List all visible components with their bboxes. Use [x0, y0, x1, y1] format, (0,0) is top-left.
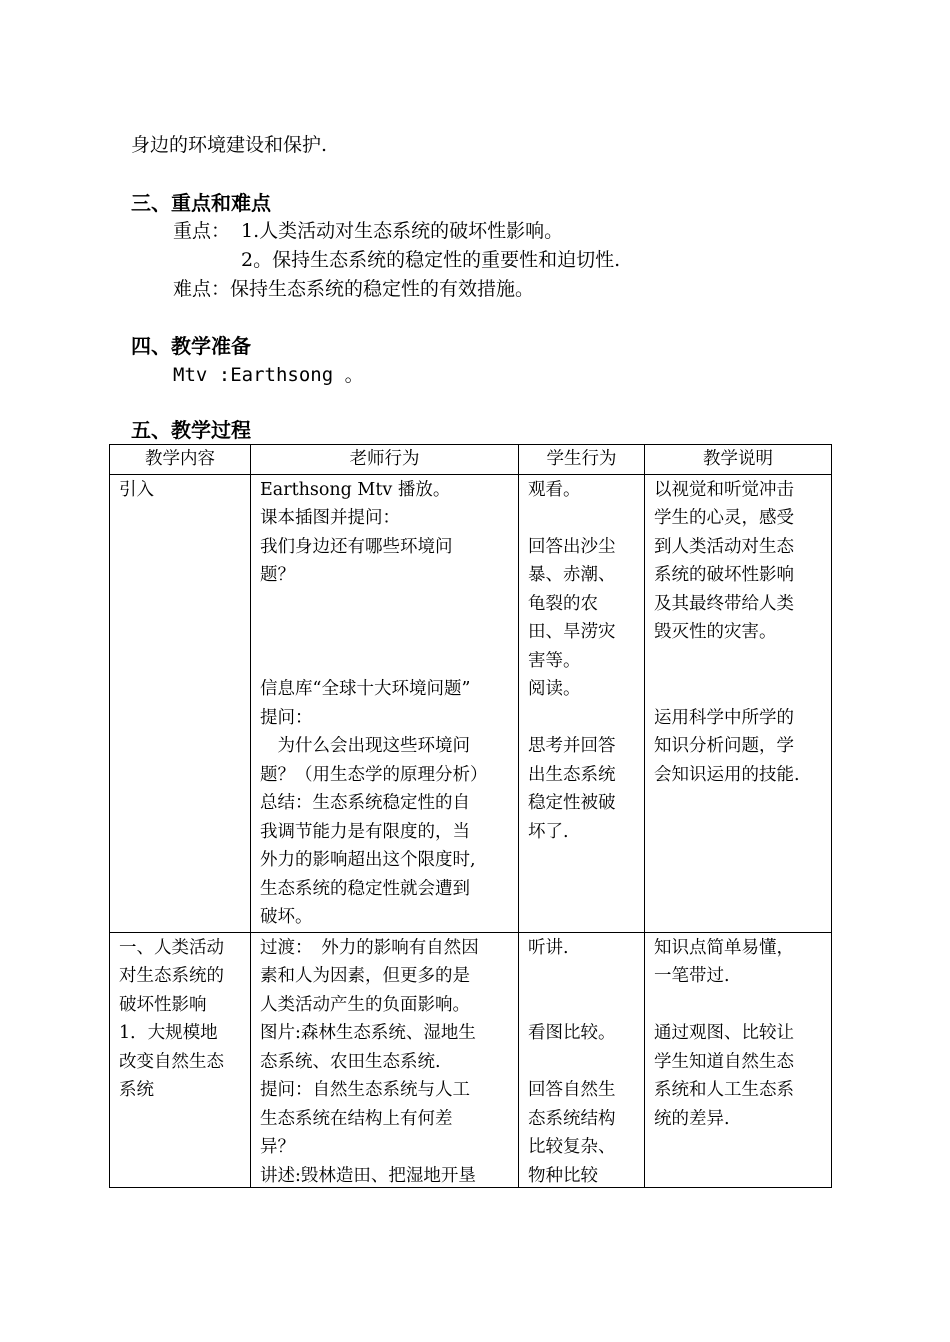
cell-line: 出生态系统 — [528, 764, 616, 785]
table-header-row — [110, 445, 832, 475]
cell-blank-line — [654, 675, 825, 704]
cell-line: 提问： — [260, 707, 313, 728]
cell-line: 会知识运用的技能. — [654, 764, 800, 785]
cell-line: 思考并回答 — [528, 736, 616, 756]
cell-line: 阅读。 — [528, 679, 581, 699]
cell-line: 生态系统的稳定性就会遭到 — [260, 878, 470, 899]
cell-line: 及其最终带给人类 — [654, 593, 794, 614]
cell-line: 物种比较 — [528, 1165, 598, 1186]
cell-line: 学生知道自然生态 — [654, 1051, 794, 1072]
intro-tail-text: 身边的环境建设和保护. — [131, 134, 328, 156]
cell-line: 通过观图、比较让 — [654, 1023, 794, 1043]
cell-line: 我调节能力是有限度的，当 — [260, 821, 470, 842]
cell-blank-line — [260, 618, 512, 647]
cell-line: 破坏性影响 — [119, 994, 207, 1015]
cell-line: 对生态系统的 — [119, 966, 224, 986]
cell-line: 坏了. — [528, 821, 569, 842]
cell-line: 1．大规模地 — [119, 1023, 218, 1043]
cell-blank-line — [260, 647, 512, 676]
cell-line: 题？（用生态学的原理分析） — [260, 764, 488, 785]
cell-line: 害等。 — [528, 650, 581, 671]
cell-line: 龟裂的农 — [528, 593, 598, 614]
difficulty-point: 难点：保持生态系统的稳定性的有效措施。 — [173, 278, 535, 300]
prep-text: Mtv :Earthsong 。 — [173, 364, 364, 386]
row1-student — [519, 474, 645, 932]
cell-line: 过渡： 外力的影响有自然因 — [260, 937, 479, 958]
cell-line: 回答自然生 — [528, 1080, 616, 1100]
table-row — [110, 932, 832, 1187]
row1-notes — [645, 474, 832, 932]
cell-line: 态系统结构 — [528, 1108, 616, 1129]
key-point-label: 重点： — [173, 220, 231, 242]
table-row — [110, 474, 832, 932]
cell-line: 运用科学中所学的 — [654, 707, 794, 728]
cell-line: 知识点简单易懂， — [654, 937, 794, 958]
cell-line: 人类活动产生的负面影响。 — [260, 994, 470, 1015]
cell-line: 信息库“全球十大环境问题” — [260, 679, 471, 699]
cell-line: 素和人为因素，但更多的是 — [260, 966, 470, 986]
cell-line: 统的差异. — [654, 1108, 730, 1129]
cell-line: 以视觉和听觉冲击 — [654, 479, 794, 500]
cell-line: 题？ — [260, 565, 295, 585]
row2-student — [519, 932, 645, 1187]
section4-title: 四、教学准备 — [131, 334, 251, 358]
cell-blank-line — [528, 1048, 638, 1077]
cell-line: 系统和人工生态系 — [654, 1080, 794, 1100]
cell-line: 提问：自然生态系统与人工 — [260, 1080, 470, 1100]
cell-line: 暴、赤潮、 — [528, 565, 616, 585]
header-teacher: 老师行为 — [251, 445, 519, 475]
cell-line: Earthsong Mtv 播放。 — [260, 479, 451, 500]
cell-line: 看图比较。 — [528, 1023, 616, 1043]
header-student: 学生行为 — [519, 445, 645, 475]
cell-line: 异？ — [260, 1137, 295, 1157]
cell-line: 听讲. — [528, 937, 569, 958]
key-point-2: 2。保持生态系统的稳定性的重要性和迫切性. — [241, 249, 621, 271]
cell-line: 观看。 — [528, 479, 581, 500]
cell-line: 图片:森林生态系统、湿地生 — [260, 1023, 476, 1043]
row2-notes — [645, 932, 832, 1187]
cell-line: 改变自然生态 — [119, 1051, 224, 1072]
cell-line: 系统 — [119, 1080, 154, 1100]
cell-line: 知识分析问题，学 — [654, 736, 794, 756]
cell-line: 一笔带过. — [654, 966, 730, 986]
cell-line: 课本插图并提问： — [260, 508, 400, 528]
cell-line: 生态系统在结构上有何差 — [260, 1108, 453, 1129]
cell-blank-line — [528, 504, 638, 533]
row1-teacher — [251, 474, 519, 932]
cell-blank-line — [528, 962, 638, 991]
cell-line: 讲述:毁林造田、把湿地开垦 — [260, 1165, 476, 1186]
cell-line: 系统的破坏性影响 — [654, 565, 794, 585]
cell-blank-line — [654, 647, 825, 676]
cell-line: 毁灭性的灾害。 — [654, 622, 777, 642]
row2-content — [110, 932, 251, 1187]
key-point-1: 1.人类活动对生态系统的破坏性影响。 — [241, 220, 564, 242]
cell-blank-line — [260, 590, 512, 619]
cell-blank-line — [528, 991, 638, 1020]
cell-line: 总结：生态系统稳定性的自 — [260, 793, 470, 813]
cell-line: 田、旱涝灾 — [528, 622, 616, 642]
cell-line: 引入 — [119, 479, 154, 500]
cell-blank-line — [528, 704, 638, 733]
header-content: 教学内容 — [110, 445, 251, 475]
header-notes: 教学说明 — [645, 445, 832, 475]
cell-line: 到人类活动对生态 — [654, 536, 794, 557]
cell-line: 为什么会出现这些环境问 — [260, 736, 470, 756]
lesson-table — [109, 444, 832, 1188]
cell-blank-line — [654, 991, 825, 1020]
cell-line: 破坏。 — [260, 907, 313, 927]
cell-line: 学生的心灵，感受 — [654, 508, 794, 528]
cell-line: 回答出沙尘 — [528, 536, 616, 557]
row1-content — [110, 474, 251, 932]
cell-line: 一、人类活动 — [119, 937, 224, 958]
cell-line: 态系统、农田生态系统. — [260, 1051, 441, 1072]
cell-line: 稳定性被破 — [528, 793, 616, 813]
section3-title: 三、重点和难点 — [131, 191, 271, 215]
cell-line: 我们身边还有哪些环境问 — [260, 536, 453, 557]
row2-teacher — [251, 932, 519, 1187]
section5-title: 五、教学过程 — [131, 418, 251, 442]
cell-line: 外力的影响超出这个限度时, — [260, 850, 476, 870]
cell-line: 比较复杂、 — [528, 1137, 616, 1157]
